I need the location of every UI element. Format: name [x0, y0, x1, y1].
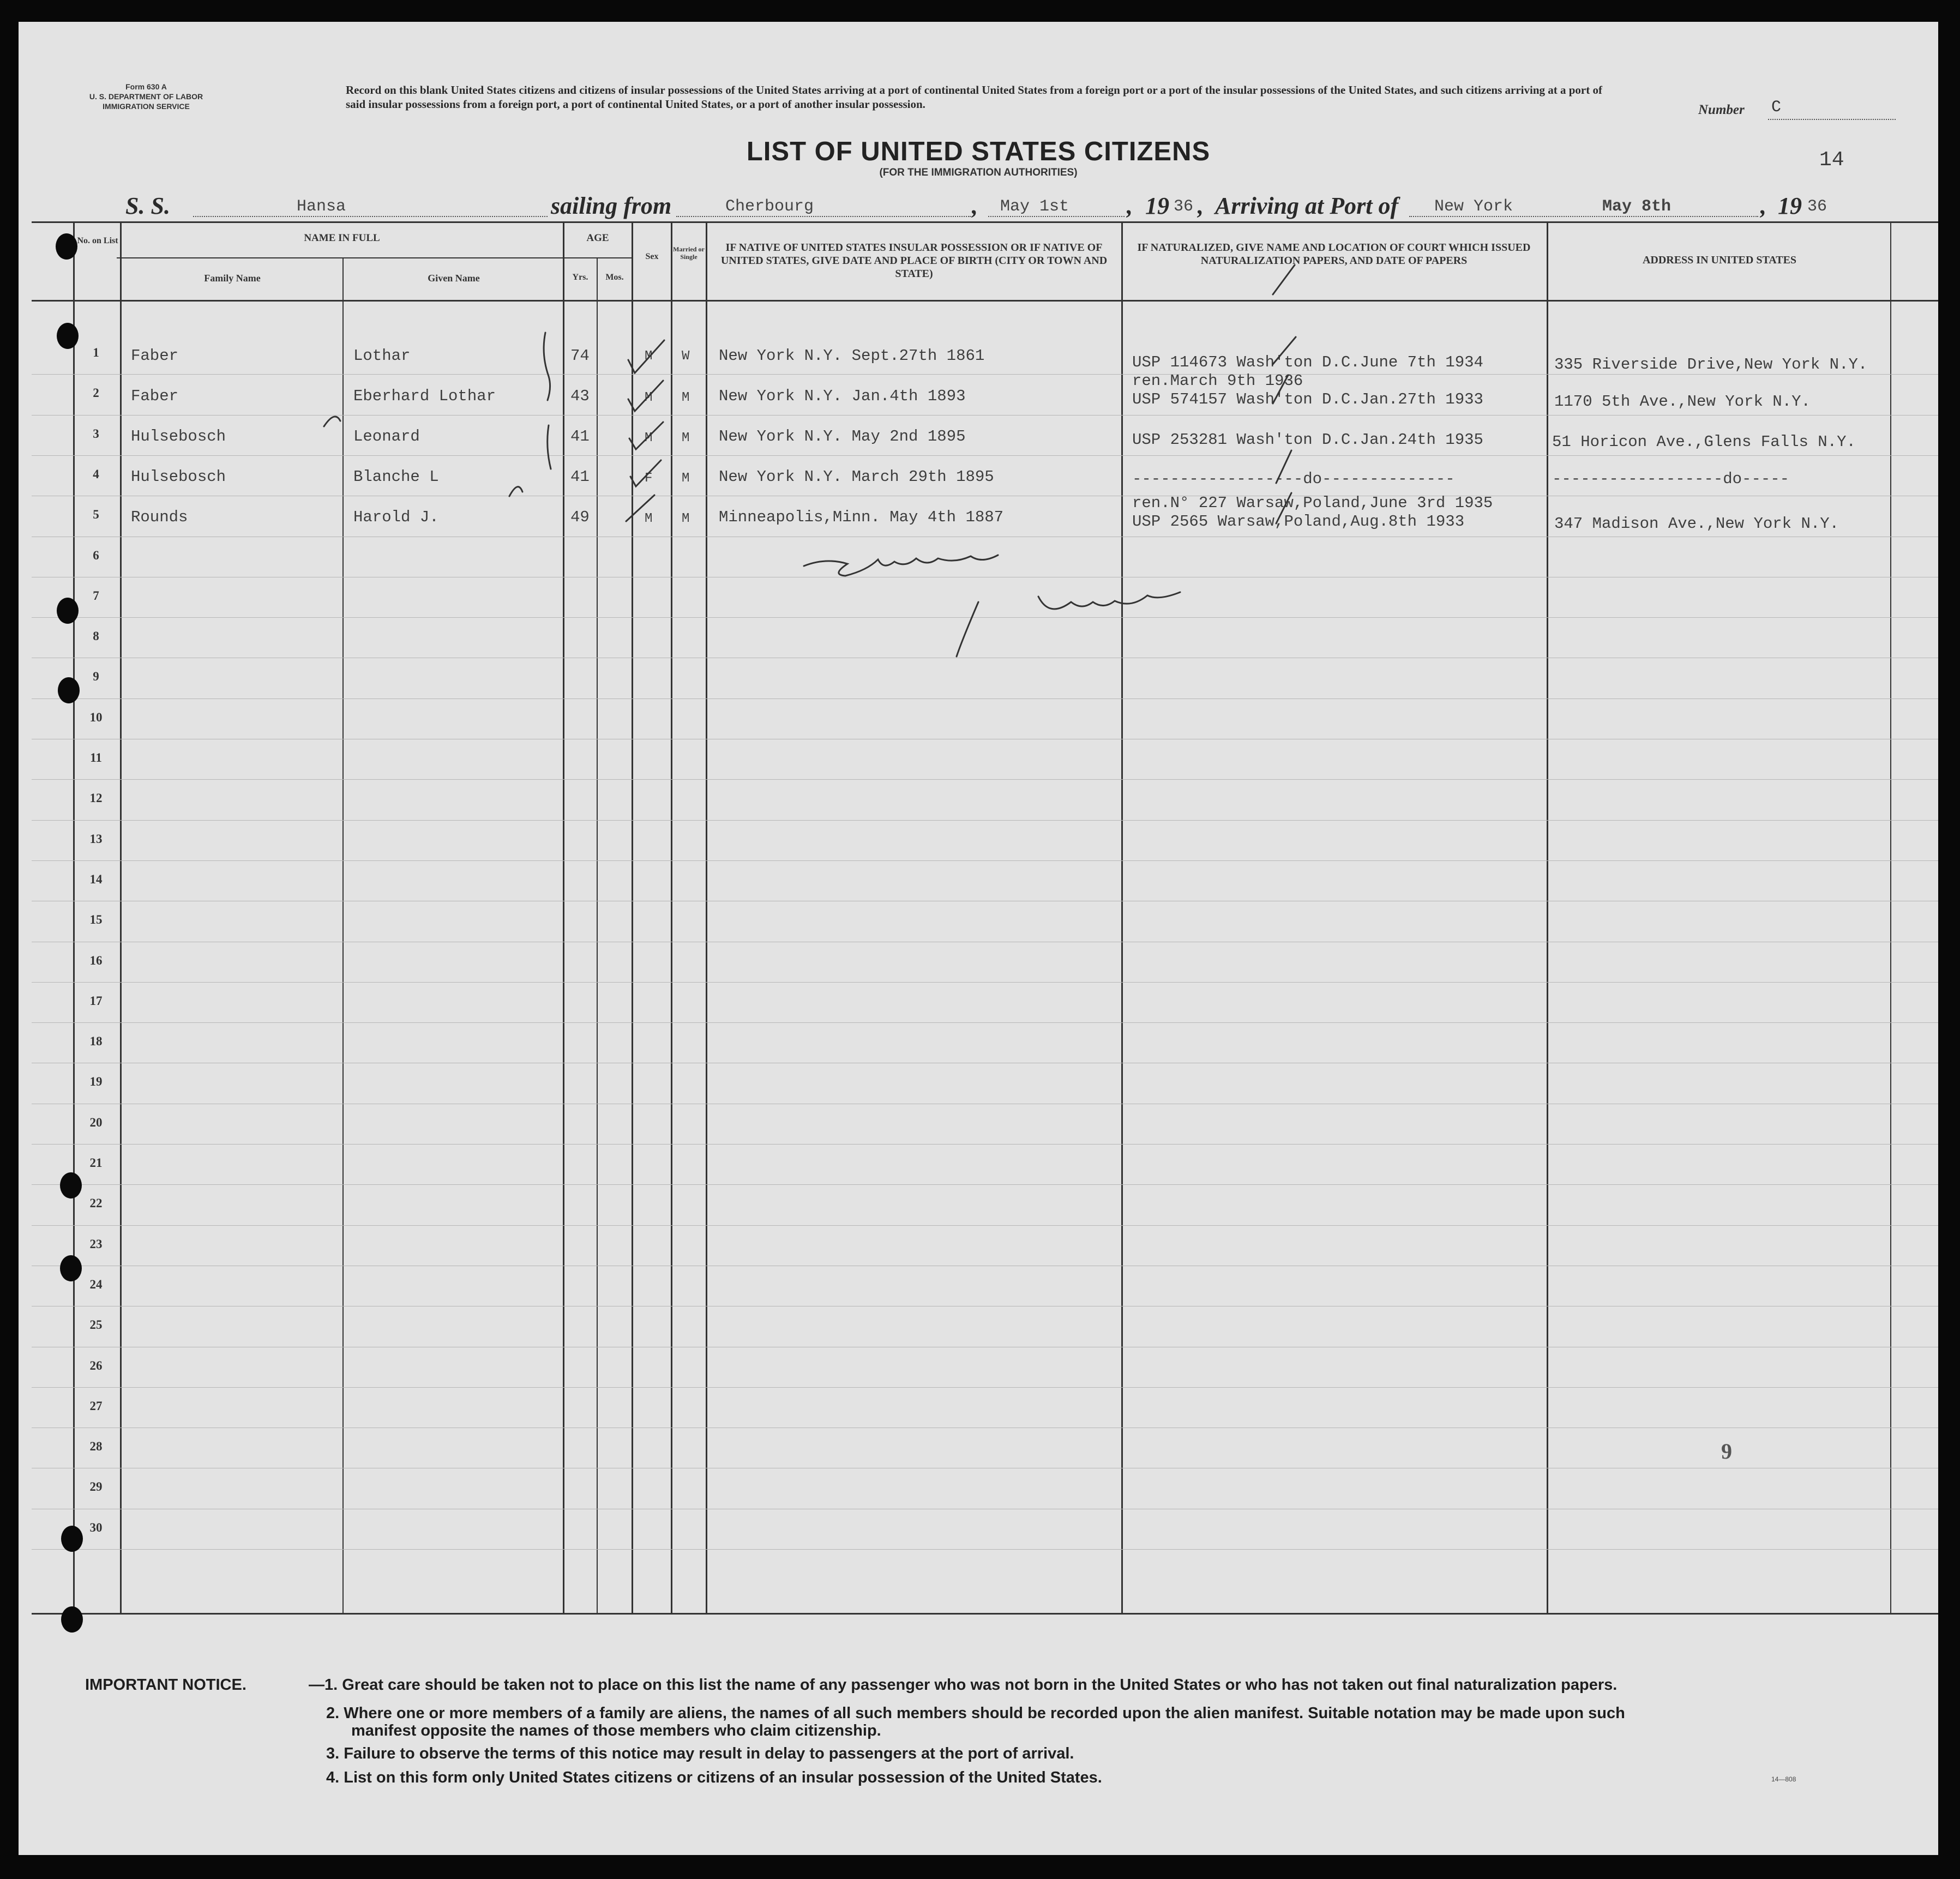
row-number: 30: [89, 1521, 103, 1534]
punch-hole: [57, 598, 79, 624]
check-mark-icon: [626, 495, 654, 521]
header-no-on-list: No. on List: [77, 236, 118, 245]
sex: M: [645, 349, 653, 364]
row-number: 3: [93, 427, 99, 441]
notice-item-2-cont: manifest opposite the names of those members who claim citizenship.: [351, 1722, 881, 1739]
row-number: 24: [89, 1278, 103, 1291]
header-naturalization: IF NATURALIZED, GIVE NAME AND LOCATION OF COURT WHICH ISSUED NATURALIZATION PAPERS, AND DATE OF PAPERS: [1137, 242, 1531, 267]
ss-label: S. S.: [125, 192, 170, 219]
notice-item-1: —1. Great care should be taken not to place on this list the name of any passenger who was not born in the United States or who has not taken out final naturalization papers.: [309, 1676, 1618, 1694]
ship-name: Hansa: [297, 197, 346, 216]
row-number: 9: [93, 670, 99, 683]
departure-year-suffix: 36: [1174, 197, 1194, 216]
check-mark-icon: [629, 422, 663, 449]
naturalization-papers: USP 253281 Wash'ton D.C.Jan.24th 1935: [1132, 431, 1483, 449]
row-number: 13: [89, 832, 103, 846]
row-number: 25: [89, 1318, 103, 1332]
service-name: IMMIGRATION SERVICE: [103, 102, 190, 111]
sex: M: [645, 431, 653, 445]
table-bottom-rule: [32, 1613, 1938, 1615]
marital-status: M: [682, 390, 690, 405]
sex: M: [645, 511, 653, 526]
punch-hole: [57, 323, 79, 349]
naturalization-note: ren.N° 227 Warsaw,Poland,June 3rd 1935: [1132, 494, 1493, 512]
family-name: Rounds: [131, 508, 188, 526]
given-name: Harold J.: [353, 508, 439, 526]
row-divider: [32, 779, 1938, 780]
header-age: AGE: [586, 232, 609, 244]
header-name-in-full: NAME IN FULL: [304, 232, 380, 244]
naturalization-papers: USP 574157 Wash'ton D.C.Jan.27th 1933: [1132, 390, 1483, 408]
row-number: 5: [93, 508, 99, 521]
sex: F: [645, 471, 653, 486]
given-name: Leonard: [353, 427, 420, 445]
row-number: 21: [89, 1156, 103, 1170]
us-address: 51 Horicon Ave.,Glens Falls N.Y.: [1552, 433, 1856, 451]
number-value: C: [1771, 98, 1782, 117]
row-divider: [32, 860, 1938, 861]
punch-hole: [58, 677, 80, 703]
row-divider: [32, 1549, 1938, 1550]
row-number: 8: [93, 629, 99, 643]
voyage-line: S. S. Hansa sailing from Cherbourg , May 1st , 19 36 , Arriving at Port of New York May 8th , 19 36: [125, 192, 1827, 219]
form-number: Form 630 A: [125, 82, 167, 91]
arrival-date: May 8th: [1602, 197, 1672, 216]
row-number: 26: [89, 1359, 103, 1372]
row-divider: [32, 698, 1938, 699]
punch-hole: [60, 1172, 82, 1199]
us-address: 1170 5th Ave.,New York N.Y.: [1554, 393, 1811, 411]
departure-date: May 1st: [1000, 197, 1069, 216]
naturalization-papers: ------------------do--------------: [1132, 470, 1455, 488]
family-name: Faber: [131, 387, 179, 405]
row-divider: [32, 1225, 1938, 1226]
row-number: 29: [89, 1480, 103, 1493]
row-number: 22: [89, 1196, 103, 1210]
us-address: ------------------do-----: [1552, 470, 1790, 488]
check-mark-icon: [1276, 493, 1291, 523]
row-number: 19: [89, 1075, 103, 1088]
marital-status: W: [682, 349, 690, 364]
header-birth-place: IF NATIVE OF UNITED STATES INSULAR POSSESSION OR IF NATIVE OF UNITED STATES, GIVE DATE AND PLACE OF BIRTH (CITY OR TOWN AND STATE): [720, 242, 1108, 280]
form-code: 14—808: [1771, 1775, 1796, 1783]
row-number: 12: [89, 791, 103, 805]
sex: M: [645, 390, 653, 405]
row-number: 2: [93, 386, 99, 400]
row-number: 14: [89, 872, 103, 886]
punch-hole: [61, 1606, 83, 1633]
row-number: 17: [89, 994, 103, 1008]
row-number: 20: [89, 1116, 103, 1129]
header-sex: Sex: [645, 252, 659, 261]
bracket-mark-icon: [548, 425, 551, 469]
check-mark-icon: [628, 340, 664, 373]
arrival-year-prefix: 19: [1778, 192, 1802, 219]
check-mark-icon: [1273, 265, 1295, 294]
departure-year-prefix: 19: [1145, 192, 1169, 219]
family-name: Faber: [131, 347, 179, 365]
manifest-page: [19, 22, 1938, 1855]
header-address: ADDRESS IN UNITED STATES: [1642, 254, 1797, 266]
form-instructions: Record on this blank United States citizens and citizens of insular possessions of the United States arriving at a port of continental United States from a foreign port or a port of the insular possessions of the United States, and such citizens arriving at a port of said insular possessions from a foreign port, a port of continental United States, or a port of another insular possession.: [346, 83, 1602, 111]
check-mark-icon: [1273, 375, 1288, 403]
age-years: 43: [570, 387, 590, 405]
age-years: 74: [570, 347, 590, 365]
bracket-mark-icon: [544, 333, 550, 400]
row-number: 27: [89, 1399, 103, 1413]
row-number: 7: [93, 589, 99, 603]
marital-status: M: [682, 471, 690, 486]
marital-status: M: [682, 511, 690, 526]
number-label: Number: [1698, 103, 1745, 117]
check-mark-icon: [630, 460, 661, 486]
signature-mark: [957, 602, 978, 657]
birth-details: Minneapolis,Minn. May 4th 1887: [719, 508, 1004, 526]
row-number: 15: [89, 913, 103, 926]
row-number: 18: [89, 1034, 103, 1048]
us-address: 335 Riverside Drive,New York N.Y.: [1554, 356, 1868, 374]
row-divider: [32, 1022, 1938, 1023]
notice-heading: IMPORTANT NOTICE.: [85, 1676, 246, 1694]
port-to: New York: [1434, 197, 1513, 216]
punch-hole: [60, 1255, 82, 1281]
birth-details: New York N.Y. Jan.4th 1893: [719, 387, 966, 405]
notice-item-3: 3. Failure to observe the terms of this notice may result in delay to passengers at the port of arrival.: [326, 1745, 1074, 1762]
given-name: Eberhard Lothar: [353, 387, 496, 405]
notice-item-4: 4. List on this form only United States citizens or citizens of an insular possession of the United States.: [326, 1769, 1102, 1786]
header-family-name: Family Name: [204, 273, 261, 284]
page-title: LIST OF UNITED STATES CITIZENS: [746, 137, 1211, 166]
birth-details: New York N.Y. March 29th 1895: [719, 468, 994, 486]
row-number: 16: [89, 954, 103, 967]
marital-status: M: [682, 431, 690, 445]
row-divider: [32, 982, 1938, 983]
initial-mark: [324, 417, 340, 426]
family-name: Hulsebosch: [131, 468, 226, 486]
signature-mark: [1038, 592, 1180, 609]
initial-mark: [509, 487, 522, 496]
us-address: 347 Madison Ave.,New York N.Y.: [1554, 515, 1839, 533]
check-mark-icon: [1273, 337, 1296, 364]
department-name: U. S. DEPARTMENT OF LABOR: [89, 92, 203, 101]
page-subtitle: (FOR THE IMMIGRATION AUTHORITIES): [879, 167, 1078, 178]
check-mark-icon: [628, 381, 663, 411]
given-name: Lothar: [353, 347, 411, 365]
header-months: Mos.: [605, 273, 624, 282]
arrival-year-suffix: 36: [1807, 197, 1827, 216]
row-divider: [32, 820, 1938, 821]
naturalization-note: ren.March 9th 1936: [1132, 372, 1303, 390]
given-name: Blanche L: [353, 468, 439, 486]
port-from: Cherbourg: [725, 197, 814, 216]
row-divider: [32, 1387, 1938, 1388]
page-number: 14: [1819, 148, 1844, 172]
row-number: 6: [93, 549, 99, 562]
family-name: Hulsebosch: [131, 427, 226, 445]
header-given-name: Given Name: [428, 273, 480, 284]
age-years: 49: [570, 508, 590, 526]
row-number: 23: [89, 1237, 103, 1251]
row-number: 4: [93, 467, 99, 481]
row-number: 11: [90, 751, 102, 764]
row-number: 28: [89, 1440, 103, 1453]
handwritten-marks: [19, 22, 1938, 676]
punch-hole: [56, 233, 77, 260]
birth-details: New York N.Y. May 2nd 1895: [719, 427, 966, 445]
header-years: Yrs.: [572, 273, 588, 282]
sailing-label: sailing from: [551, 192, 672, 219]
row-divider: [32, 1144, 1938, 1145]
age-years: 41: [570, 468, 590, 486]
signature-mark: [804, 555, 998, 576]
row-number: 1: [93, 346, 99, 359]
stamp-number: 9: [1721, 1439, 1732, 1464]
birth-details: New York N.Y. Sept.27th 1861: [719, 347, 985, 365]
naturalization-papers: USP 2565 Warsaw,Poland,Aug.8th 1933: [1132, 513, 1465, 531]
naturalization-papers: USP 114673 Wash'ton D.C.June 7th 1934: [1132, 353, 1483, 371]
check-mark-icon: [1276, 450, 1291, 483]
punch-hole: [61, 1526, 83, 1552]
row-number: 10: [89, 710, 103, 724]
header-married-single: Married or Single: [673, 245, 705, 261]
age-years: 41: [570, 427, 590, 445]
notice-item-2: 2. Where one or more members of a family are aliens, the names of all such members should be recorded upon the alien manifest. Suitable notation may be made upon such: [326, 1705, 1625, 1722]
row-divider: [32, 1184, 1938, 1185]
arriving-label: Arriving at Port of: [1215, 192, 1399, 219]
